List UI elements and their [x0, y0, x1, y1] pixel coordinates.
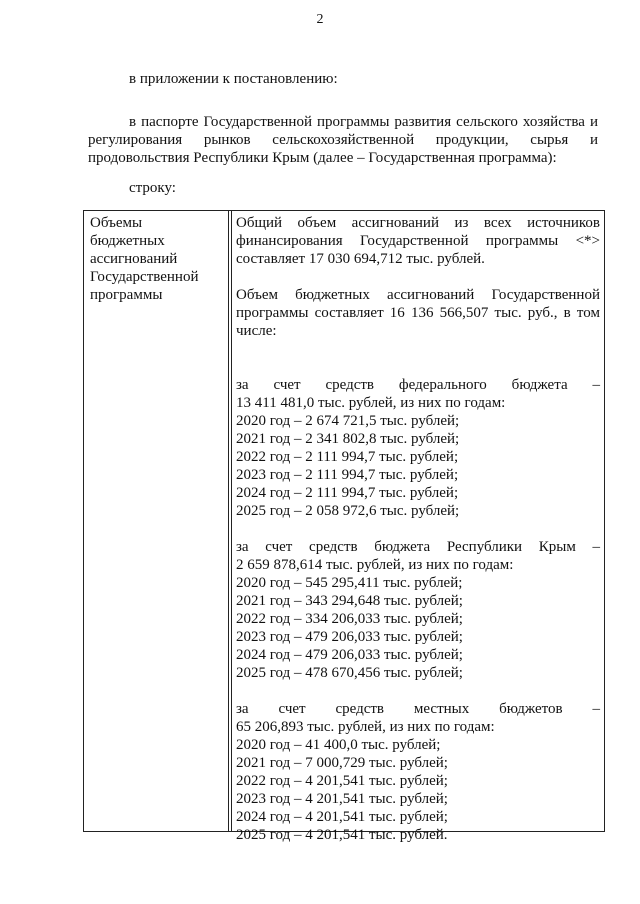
page-number: 2 [316, 12, 324, 27]
local-year-2021: 2021 год – 7 000,729 тыс. рублей; [236, 755, 448, 771]
federal-subheading: 13 411 481,0 тыс. рублей, из них по годам: [236, 395, 506, 411]
intro-line-appendix: в приложении к постановлению: [129, 71, 338, 87]
local-year-2023: 2023 год – 4 201,541 тыс. рублей; [236, 791, 448, 807]
federal-year-2020: 2020 год – 2 674 721,5 тыс. рублей; [236, 413, 460, 429]
regional-year-2020: 2020 год – 545 295,411 тыс. рублей; [236, 575, 463, 591]
regional-year-2025: 2025 год – 478 670,456 тыс. рублей; [236, 665, 463, 681]
budget-table [83, 210, 605, 843]
column-divider [228, 211, 229, 831]
federal-year-2022: 2022 год – 2 111 994,7 тыс. рублей; [236, 449, 459, 465]
regional-year-2021: 2021 год – 343 294,648 тыс. рублей; [236, 593, 463, 609]
label-line: Объемы [90, 215, 143, 231]
regional-subheading: 2 659 878,614 тыс. рублей, из них по годам: [236, 557, 514, 573]
local-year-2022: 2022 год – 4 201,541 тыс. рублей; [236, 773, 448, 789]
intro-paragraph-passport: в паспорте Государственной программы развития сельского хозяйства и регулирования рынков сельскохозяйственной продукции, сырья и продовольствия Республики Крым (далее – Государственная программа): [88, 114, 598, 166]
regional-heading: за счет средств бюджета Республики Крым – [236, 539, 600, 555]
local-subheading: 65 206,893 тыс. рублей, из них по годам: [236, 719, 495, 735]
local-heading: за счет средств местных бюджетов – [236, 701, 600, 717]
federal-year-2021: 2021 год – 2 341 802,8 тыс. рублей; [236, 431, 460, 447]
local-year-2024: 2024 год – 4 201,541 тыс. рублей; [236, 809, 448, 825]
budget-funding-paragraph: Объем бюджетных ассигнований Государственной программы составляет 16 136 566,507 тыс. руб., в том числе: [236, 287, 600, 339]
federal-year-2023: 2023 год – 2 111 994,7 тыс. рублей; [236, 467, 459, 483]
local-year-2020: 2020 год – 41 400,0 тыс. рублей; [236, 737, 441, 753]
regional-year-2023: 2023 год – 479 206,033 тыс. рублей; [236, 629, 463, 645]
intro-line-row: строку: [129, 180, 176, 196]
local-year-2025: 2025 год – 4 201,541 тыс. рублей. [236, 827, 448, 843]
column-divider-double [231, 211, 232, 831]
total-funding-paragraph: Общий объем ассигнований из всех источников финансирования Государственной программы <*> составляет 17 030 694,712 тыс. рублей. [236, 215, 600, 267]
regional-year-2022: 2022 год – 334 206,033 тыс. рублей; [236, 611, 463, 627]
regional-year-2024: 2024 год – 479 206,033 тыс. рублей; [236, 647, 463, 663]
label-line: программы [90, 287, 163, 303]
label-line: бюджетных [90, 233, 165, 249]
label-line: ассигнований [90, 251, 178, 267]
federal-year-2024: 2024 год – 2 111 994,7 тыс. рублей; [236, 485, 459, 501]
label-line: Государственной [90, 269, 199, 285]
federal-year-2025: 2025 год – 2 058 972,6 тыс. рублей; [236, 503, 460, 519]
federal-heading: за счет средств федерального бюджета – [236, 377, 600, 393]
right-cell-content [236, 214, 600, 844]
left-cell-label [90, 214, 220, 304]
